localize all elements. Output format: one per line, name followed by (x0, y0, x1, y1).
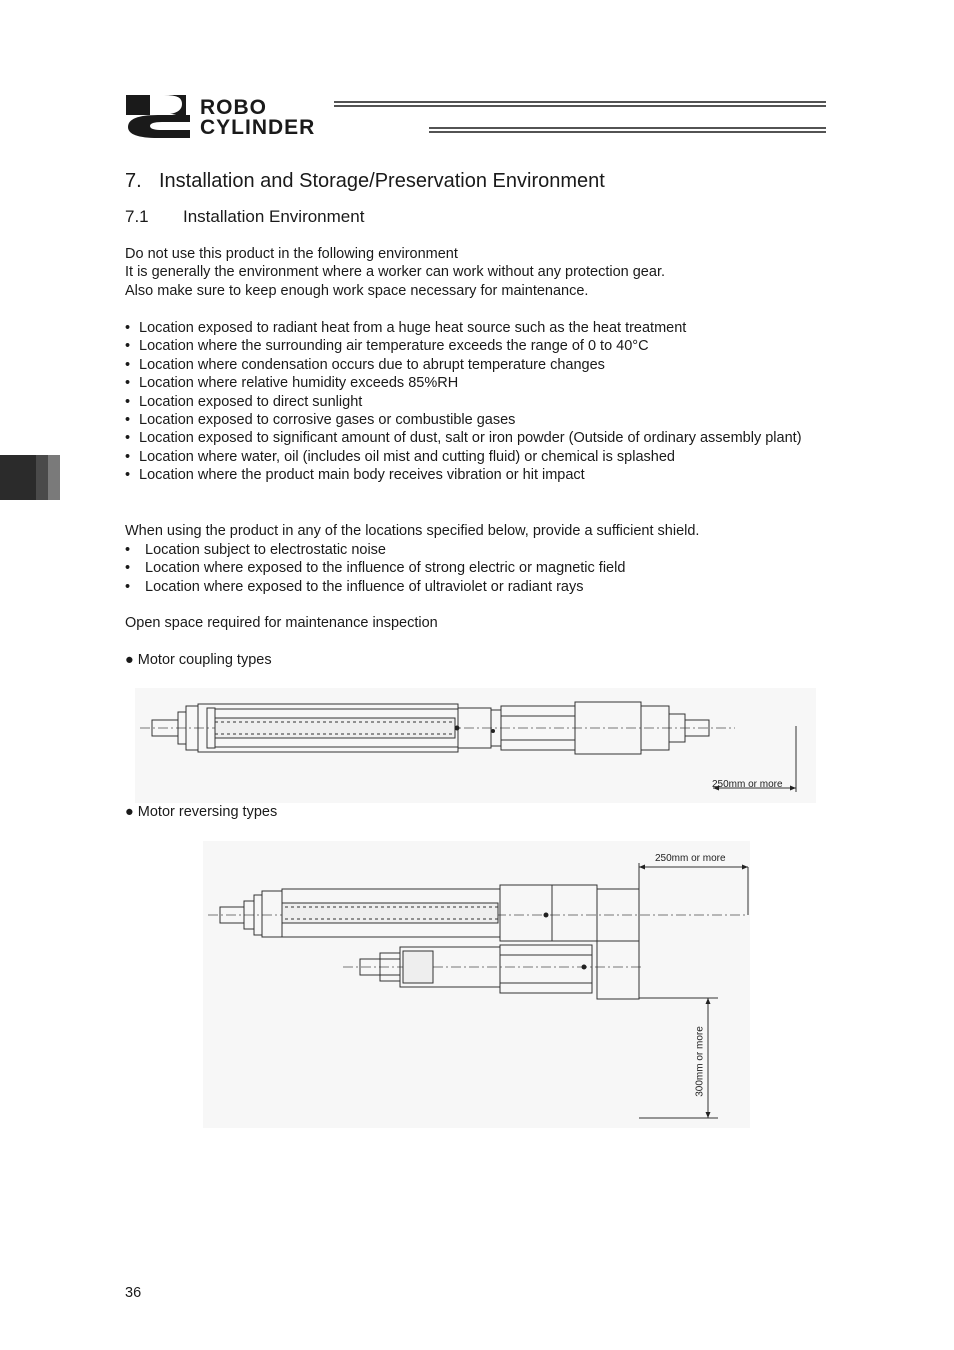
list-item: • Location exposed to corrosive gases or combustible gases (125, 412, 516, 429)
section-heading (125, 170, 605, 193)
dimension-label-top: 250mm or more (655, 853, 726, 864)
list-item: • Location exposed to significant amount of dust, salt or iron powder (Outside of ordinary assembly plant) (125, 430, 802, 447)
list-item: • Location where the product main body receives vibration or hit impact (125, 467, 585, 484)
dimension-label-side: 300mm or more (694, 1026, 706, 1097)
actuator-reversing-drawing-icon (203, 841, 750, 1128)
dimension-label: 250mm or more (712, 779, 783, 790)
subsection-heading (125, 207, 364, 227)
list-item: • Location where exposed to the influence of ultraviolet or radiant rays (125, 578, 584, 595)
chapter-side-tab (0, 455, 60, 500)
list-item: • Location where water, oil (includes oil mist and cutting fluid) or chemical is splashed (125, 448, 675, 465)
section-title: Installation and Storage/Preservation Environment (159, 170, 605, 192)
motor-coupling-diagram (135, 688, 816, 803)
list-item: • Location where relative humidity exceeds 85%RH (125, 375, 459, 392)
list-item: • Location where exposed to the influence of strong electric or magnetic field (125, 560, 626, 577)
figure2-caption: ● Motor reversing types (125, 804, 278, 820)
avoid-location-list (125, 319, 837, 485)
section-number: 7. (125, 170, 142, 192)
robo-cylinder-logo (124, 93, 826, 139)
logo-text-cylinder: CYLINDER (200, 116, 316, 139)
logo-text-robo: ROBO (200, 96, 267, 119)
figure1-caption: ● Motor coupling types (125, 652, 272, 668)
shield-location-list (125, 541, 837, 596)
list-item: • Location where the surrounding air temperature exceeds the range of 0 to 40°C (125, 338, 649, 355)
intro-line: It is generally the environment where a worker can work without any protection gear. (125, 264, 665, 281)
intro-paragraph (125, 245, 845, 300)
subsection-number: 7.1 (125, 207, 149, 226)
motor-reversing-diagram (203, 841, 750, 1128)
intro-line: Do not use this product in the following environment (125, 246, 458, 262)
intro-line: Also make sure to keep enough work space necessary for maintenance. (125, 282, 589, 299)
list-item: • Location subject to electrostatic noise (125, 542, 386, 558)
page-number: 36 (125, 1285, 142, 1301)
list-item: • Location where condensation occurs due to abrupt temperature changes (125, 356, 605, 373)
shield-intro: When using the product in any of the locations specified below, provide a sufficient shield. (125, 523, 700, 539)
list-item: • Location exposed to radiant heat from a huge heat source such as the heat treatment (125, 320, 687, 336)
subsection-title: Installation Environment (183, 207, 365, 226)
list-item: • Location exposed to direct sunlight (125, 393, 363, 410)
maintenance-intro: Open space required for maintenance inspection (125, 615, 438, 631)
